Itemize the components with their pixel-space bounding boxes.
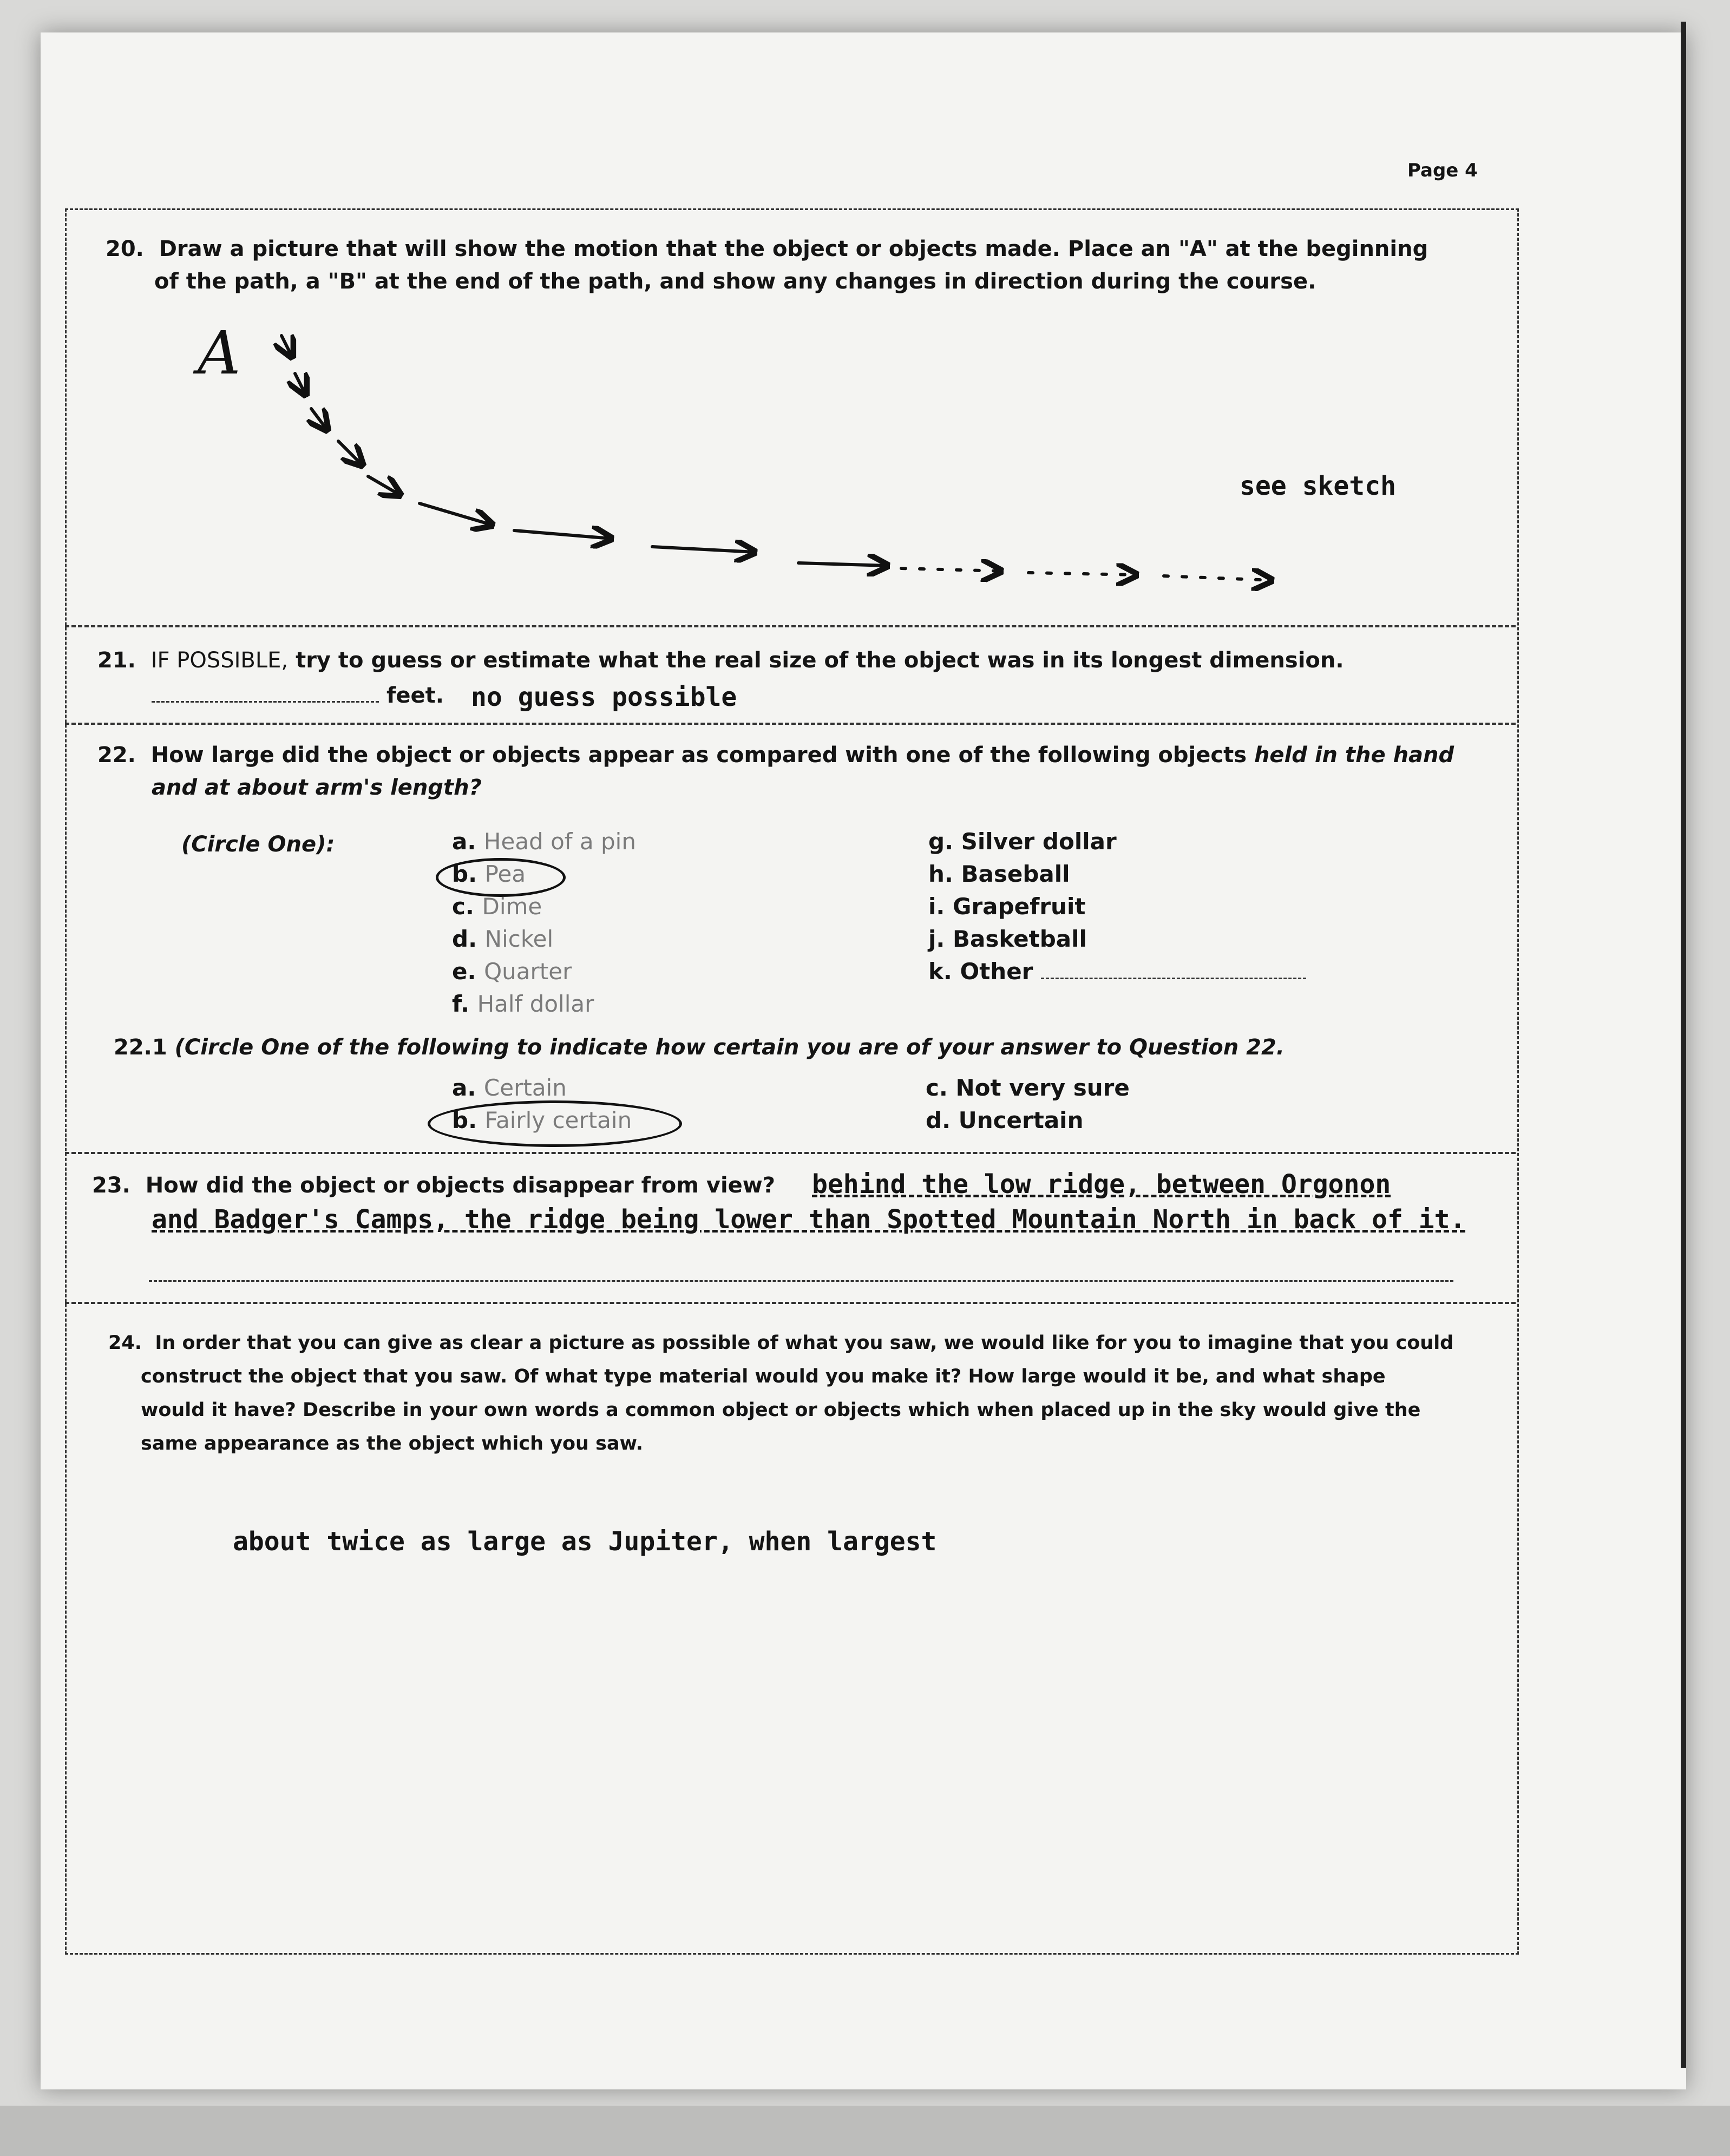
q22-1-option-a: a. Certain [452,1074,567,1101]
q22-1-option-c: c. Not very sure [926,1074,1130,1101]
q24-number: 24. [108,1332,142,1354]
path-arrow [368,476,401,495]
path-arrow-dotted [1028,573,1137,575]
sketch-start-label: A [198,318,241,388]
path-arrow [311,409,327,430]
q22-1-text: (Circle One of the following to indicate how certain you are of your answer to Question 22. [174,1035,1285,1060]
path-arrow [338,441,363,466]
q24-text-line1: In order that you can give as clear a picture as possible of what you saw, we would like for you to imagine that you could [155,1332,1454,1354]
q23-answer-line1: behind the low ridge, between Orgonon [812,1169,1391,1200]
q22-option-k: k. Other [928,958,1306,985]
q22-option-e: e. Quarter [452,958,572,985]
q22-option-a: a. Head of a pin [452,828,636,855]
q22-1-option-b: b. Fairly certain [452,1107,632,1133]
path-arrow [798,563,888,566]
q21-number: 21. [97,648,136,673]
q22-option-j: j. Basketball [928,926,1087,952]
q20-text-line2: of the path, a "B" at the end of the path, and show any changes in direction during the course. [154,269,1316,294]
q22-option-f: f. Half dollar [452,991,594,1017]
q21-answer-row [152,679,444,712]
path-arrow [652,547,755,552]
q22-selection-circle [436,858,566,897]
q22-option-d: d. Nickel [452,926,554,952]
q22-1-selection-circle [428,1100,682,1147]
question-21 [97,644,1494,677]
q23-text: How did the object or objects disappear from view? [145,1173,775,1198]
q21-lead: IF POSSIBLE, [150,648,289,673]
q22-1-option-d: d. Uncertain [926,1107,1084,1133]
q22-1-number: 22.1 [114,1035,167,1060]
q21-unit: feet. [386,683,444,708]
q21-text: try to guess or estimate what the real size of the object was in its longest dimension. [296,648,1344,673]
q20-number: 20. [106,237,144,261]
q21-blank [152,701,379,703]
q20-answer: see sketch [1240,471,1396,501]
question-22-1 [114,1031,1499,1064]
q22-text-line2: and at about arm's length? [152,775,482,800]
question-23 [92,1169,775,1202]
page-number: Page 4 [1407,160,1478,181]
path-arrow-dotted [1164,576,1272,580]
path-arrow [295,373,306,395]
q22-option-b: b. Pea [452,861,526,887]
q23-answer-line2: and Badger's Camps, the ridge being lower than Spotted Mountain North in back of it. [152,1204,1466,1235]
q23-number: 23. [92,1173,130,1198]
path-arrow [514,530,612,539]
q22-text-line1: How large did the object or objects appear as compared with one of the following objects [150,743,1247,768]
q22-number: 22. [97,743,136,768]
question-22 [97,739,1505,804]
q22-text-italic: held in the hand [1254,743,1454,768]
q24-text-line2: construct the object that you saw. Of what type material would you make it? How large would it be, and what shape [141,1366,1386,1387]
q22-instruction: (Circle One): [181,832,335,857]
path-arrow [281,336,292,357]
q24-answer: about twice as large as Jupiter, when largest [233,1526,937,1557]
q22-option-i: i. Grapefruit [928,893,1086,920]
q20-text-line1: Draw a picture that will show the motion that the object or objects made. Place an "A" at the beginning [159,237,1428,261]
q22-option-g: g. Silver dollar [928,828,1117,855]
question-24 [108,1326,1505,1460]
q23-blank-line [149,1280,1453,1282]
path-arrow-dotted [901,568,1001,571]
path-arrow [420,503,493,525]
q24-text-line3: would it have? Describe in your own words a common object or objects which when placed up in the sky would give the [141,1399,1421,1421]
q24-text-line4: same appearance as the object which you saw. [141,1433,643,1454]
q21-answer: no guess possible [471,682,737,712]
q22-option-c: c. Dime [452,893,542,920]
q22-option-h: h. Baseball [928,861,1070,887]
